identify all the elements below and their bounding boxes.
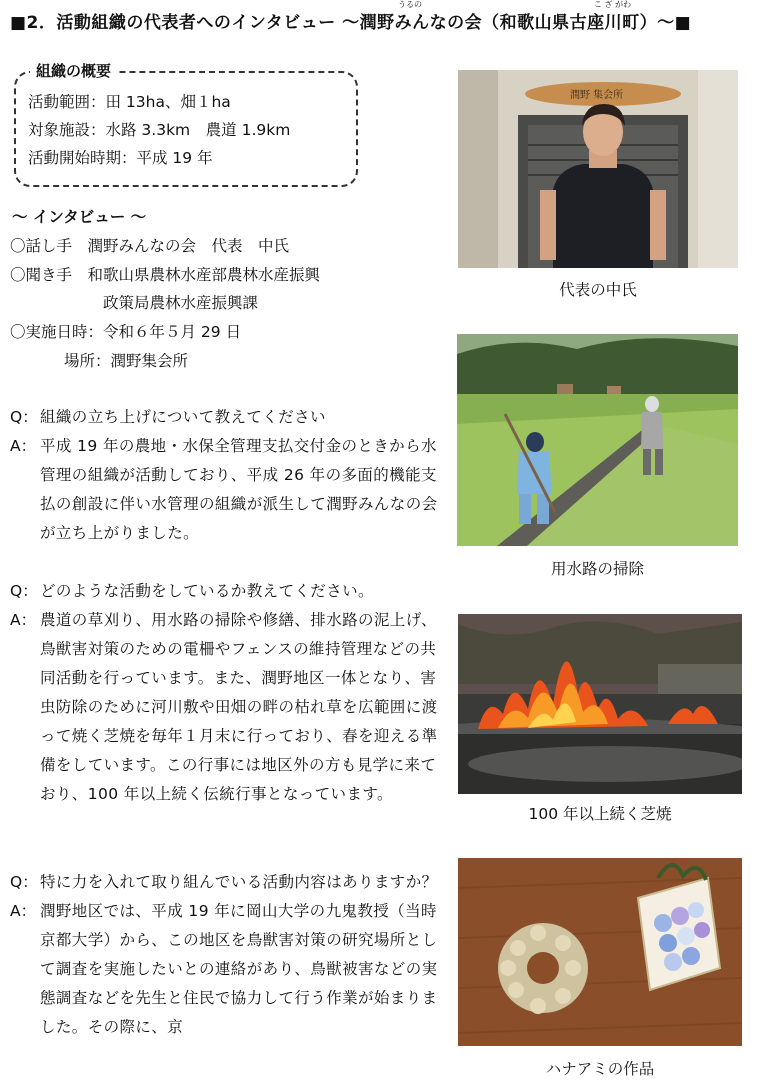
q-label: Q： xyxy=(10,408,38,426)
photo-representative xyxy=(458,70,738,268)
question-text: 特に力を入れて取り組んでいる活動内容はありますか？ xyxy=(40,873,438,891)
answer-text: 平成 19 年の農地・水保全管理支払交付金のときから水管理の組織が活動しており、平成 26 年の多面的機能支払の創設に伴い水管理の組織が派生して潤野みんなの会が立ち上がりました。 xyxy=(40,437,438,542)
q-label: Q： xyxy=(10,873,38,891)
sign-text: 潤野 集会所 xyxy=(570,90,624,101)
answer-text: 潤野地区では、平成 19 年に岡山大学の九鬼教授（当時京都大学）から、この地区を鳥獣害対策の研究場所として調査を実施したいとの連絡があり、鳥獣被害などの実態調査などを先生と住民で協力して行う作業が始まりました。その際に、京 xyxy=(40,902,438,1036)
interview-listener: 〇聞き手 和歌山県農林水産部農林水産振興 xyxy=(10,266,321,284)
caption-channel-cleaning: 用水路の掃除 xyxy=(550,560,644,578)
photo-grass-burning xyxy=(458,614,742,794)
interview-place: 場所：潤野集会所 xyxy=(64,352,189,370)
question-1 xyxy=(10,403,448,432)
question-3 xyxy=(10,868,448,897)
interview-speaker: 〇話し手 潤野みんなの会 代表 中氏 xyxy=(10,237,290,255)
answer-1 xyxy=(10,432,448,548)
caption-grass-burning: 100 年以上続く芝焼 xyxy=(528,805,672,823)
interview-heading: ～ インタビュー ～ xyxy=(12,208,147,226)
overview-title: 組織の概要 xyxy=(30,60,117,81)
a-label: A： xyxy=(10,902,37,920)
ruby-uruno: うるの xyxy=(398,0,422,9)
caption-hanaami: ハナアミの作品 xyxy=(545,1060,655,1078)
photo-hanaami xyxy=(458,858,742,1046)
answer-2 xyxy=(10,606,448,809)
overview-line-area: 活動範囲：田 13ha、畑１ha xyxy=(28,93,231,111)
photo-channel-cleaning xyxy=(457,334,738,546)
a-label: A： xyxy=(10,611,37,629)
interview-date: 〇実施日時：令和６年５月 29 日 xyxy=(10,323,242,341)
a-label: A： xyxy=(10,437,37,455)
overview-line-start: 活動開始時期：平成 19 年 xyxy=(28,149,213,167)
q-label: Q： xyxy=(10,582,38,600)
question-2 xyxy=(10,577,448,606)
overview-line-facilities: 対象施設：水路 3.3km 農道 1.9km xyxy=(28,121,291,139)
interview-listener-cont: 政策局農林水産振興課 xyxy=(103,294,259,312)
page-title: ■2．活動組織の代表者へのインタビュー ～潤野みんなの会（和歌山県古座川町）～■ xyxy=(10,13,692,33)
question-text: 組織の立ち上げについて教えてください xyxy=(40,408,326,426)
answer-text: 農道の草刈り、用水路の掃除や修繕、排水路の泥上げ、鳥獣害対策のための電柵やフェンスの維持管理などの共同活動を行っています。また、潤野地区一体となり、害虫防除のために河川敷や田畑の畔の枯れ草を広範囲に渡って焼く芝焼を毎年１月末に行っており、春を迎える準備をしています。この行事には地区外の方も見学に来ており、100 年以上続く伝統行事となっています。 xyxy=(40,611,438,803)
caption-representative: 代表の中氏 xyxy=(559,281,637,299)
ruby-kozagawa: こ ざ がわ xyxy=(594,0,632,9)
question-text: どのような活動をしているか教えてください。 xyxy=(40,582,374,600)
answer-3 xyxy=(10,897,448,1042)
